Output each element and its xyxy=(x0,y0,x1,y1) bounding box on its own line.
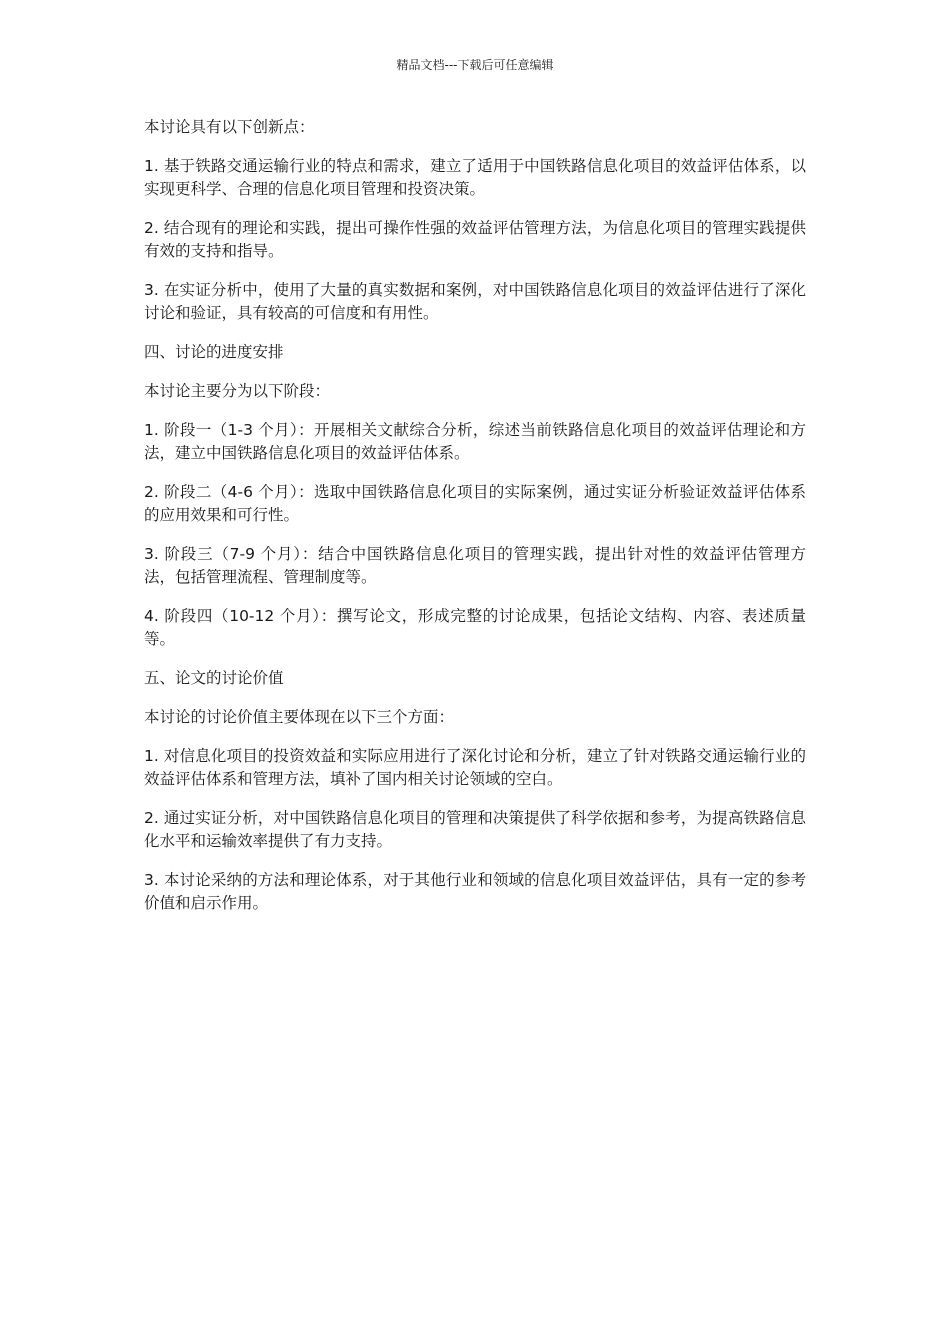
value-intro: 本讨论的讨论价值主要体现在以下三个方面： xyxy=(144,708,455,726)
innovation-item-1: 1. 基于铁路交通运输行业的特点和需求，建立了适用于中国铁路信息化项目的效益评估体系，以实现更科学、合理的信息化项目管理和投资决策。 xyxy=(144,157,806,198)
value-item-1: 1. 对信息化项目的投资效益和实际应用进行了深化讨论和分析，建立了针对铁路交通运输行业的效益评估体系和管理方法，填补了国内相关讨论领域的空白。 xyxy=(144,747,806,788)
value-item-2: 2. 通过实证分析，对中国铁路信息化项目的管理和决策提供了科学依据和参考，为提高铁路信息化水平和运输效率提供了有力支持。 xyxy=(144,809,806,850)
document-body xyxy=(144,116,806,931)
section-heading-schedule: 四、讨论的进度安排 xyxy=(144,343,284,361)
page-header: 精品文档---下载后可任意编辑 xyxy=(396,58,554,72)
innovation-item-2: 2. 结合现有的理论和实践，提出可操作性强的效益评估管理方法，为信息化项目的管理实践提供有效的支持和指导。 xyxy=(144,219,806,260)
schedule-stage-4: 4. 阶段四（10-12 个月）：撰写论文，形成完整的讨论成果，包括论文结构、内容、表述质量等。 xyxy=(144,607,806,648)
schedule-stage-2: 2. 阶段二（4-6 个月）：选取中国铁路信息化项目的实际案例，通过实证分析验证效益评估体系的应用效果和可行性。 xyxy=(144,483,806,524)
innovation-item-3: 3. 在实证分析中，使用了大量的真实数据和案例，对中国铁路信息化项目的效益评估进行了深化讨论和验证，具有较高的可信度和有用性。 xyxy=(144,281,806,322)
innovation-intro: 本讨论具有以下创新点： xyxy=(144,118,315,136)
value-item-3: 3. 本讨论采纳的方法和理论体系，对于其他行业和领域的信息化项目效益评估，具有一定的参考价值和启示作用。 xyxy=(144,871,806,912)
schedule-stage-1: 1. 阶段一（1-3 个月）：开展相关文献综合分析，综述当前铁路信息化项目的效益评估理论和方法，建立中国铁路信息化项目的效益评估体系。 xyxy=(144,421,806,462)
section-heading-value: 五、论文的讨论价值 xyxy=(144,669,284,687)
schedule-intro: 本讨论主要分为以下阶段： xyxy=(144,382,331,400)
schedule-stage-3: 3. 阶段三（7-9 个月）：结合中国铁路信息化项目的管理实践，提出针对性的效益评估管理方法，包括管理流程、管理制度等。 xyxy=(144,545,806,586)
